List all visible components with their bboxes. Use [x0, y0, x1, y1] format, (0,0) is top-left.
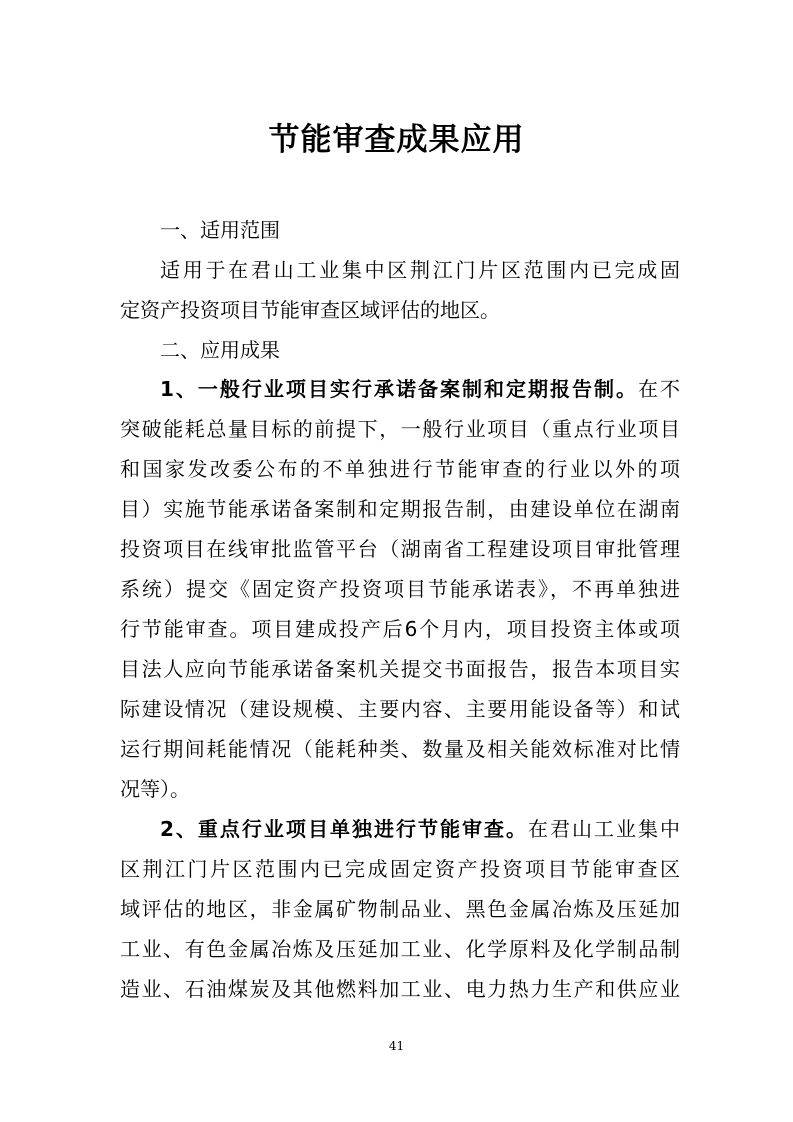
page-number: 41 — [388, 1039, 405, 1053]
paragraph-line: 和国家发改委公布的不单独进行节能审查的行业以外的项 — [120, 457, 680, 481]
paragraph-line: 际建设情况（建设规模、主要内容、主要用能设备等）和试 — [120, 697, 680, 721]
paragraph-line: 域评估的地区，非金属矿物制品业、黑色金属冶炼及压延加 — [120, 897, 680, 921]
paragraph-line: 定资产投资项目节能审查区域评估的地区。 — [120, 298, 500, 322]
paragraph-line: 况等）。 — [120, 777, 190, 801]
paragraph-line: 工业、有色金属冶炼及压延加工业、化学原料及化学制品制 — [120, 937, 680, 961]
paragraph-line: 行节能审查。项目建成投产后6个月内，项目投资主体或项 — [120, 617, 680, 641]
section-heading-results: 二、应用成果 — [160, 338, 280, 362]
paragraph-line: 投资项目在线审批监管平台（湖南省工程建设项目审批管理 — [120, 537, 680, 561]
paragraph-line: 造业、石油煤炭及其他燃料加工业、电力热力生产和供应业 — [120, 977, 680, 1001]
item1-bold-lead: 1、一般行业项目实行承诺备案制和定期报告制。 — [160, 377, 638, 401]
item1-lead-rest: 在不 — [638, 377, 681, 401]
paragraph-line: 目法人应向节能承诺备案机关提交书面报告，报告本项目实 — [120, 657, 680, 681]
paragraph-line: 突破能耗总量目标的前提下，一般行业项目（重点行业项目 — [120, 417, 680, 441]
section-heading-scope: 一、适用范围 — [160, 218, 280, 242]
paragraph-line: 目）实施节能承诺备案制和定期报告制，由建设单位在湖南 — [120, 497, 680, 521]
item2-first-line — [160, 815, 680, 843]
paragraph-line: 适用于在君山工业集中区荆江门片区范围内已完成固 — [160, 258, 680, 282]
paragraph-line: 区荆江门片区范围内已完成固定资产投资项目节能审查区 — [120, 857, 680, 881]
item2-bold-lead: 2、重点行业项目单独进行节能审查。 — [160, 817, 528, 841]
item2-lead-rest: 在君山工业集中 — [527, 817, 681, 841]
paragraph-line: 运行期间耗能情况（能耗种类、数量及相关能效标准对比情 — [120, 737, 680, 761]
paragraph-line: 系统）提交《固定资产投资项目节能承诺表》，不再单独进 — [120, 577, 680, 601]
page-title: 节能审查成果应用 — [268, 122, 525, 158]
item1-first-line — [160, 375, 680, 403]
